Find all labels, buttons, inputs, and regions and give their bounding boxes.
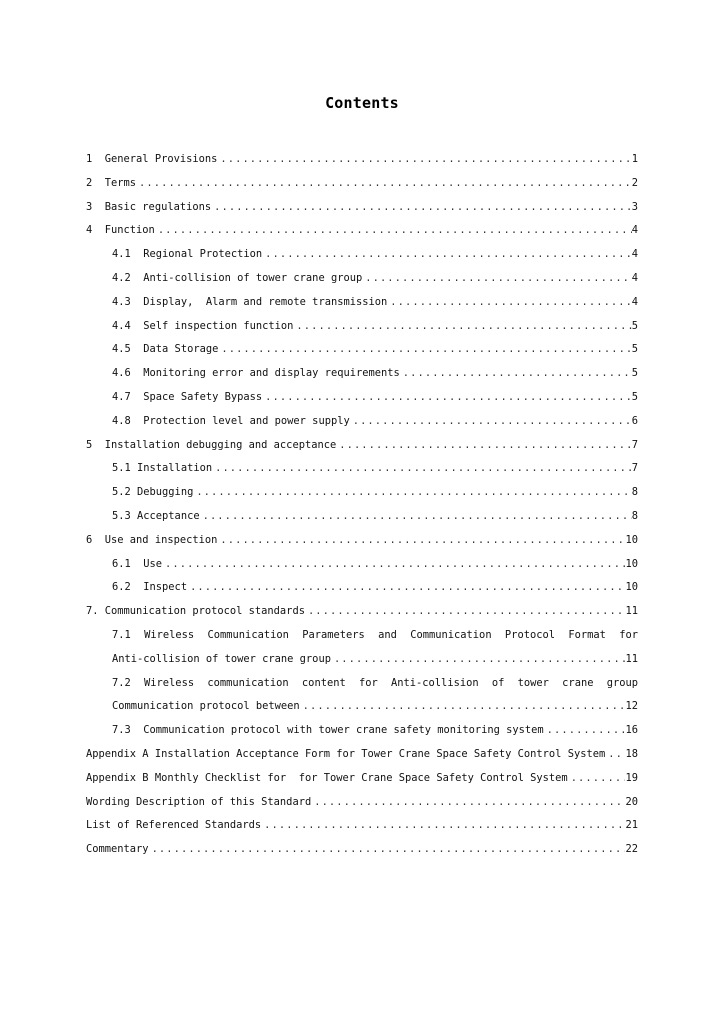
toc-entry[interactable] (86, 338, 638, 362)
toc-page-number: 7 (631, 438, 638, 451)
toc-page-number: 4 (631, 295, 638, 308)
toc-entry[interactable] (86, 695, 638, 719)
toc-entry-label: 5.2 Debugging (112, 486, 194, 499)
page-title: Contents (325, 94, 399, 112)
toc-entry-label: 4.8 Protection level and power supply (112, 414, 350, 427)
toc-entry-label: 5 Installation debugging and acceptance (86, 438, 337, 451)
toc-page-number: 10 (625, 581, 638, 594)
toc-entry-label: 6.2 Inspect (112, 581, 188, 594)
dot-leader (217, 529, 625, 553)
toc-entry[interactable] (86, 457, 638, 481)
toc-entry[interactable] (86, 553, 638, 577)
toc-entry[interactable] (86, 434, 638, 458)
toc-entry-label: 6.1 Use (112, 557, 163, 570)
toc-entry[interactable] (86, 743, 638, 767)
toc-entry[interactable] (86, 243, 638, 267)
toc-entry-label: 5.3 Acceptance (112, 509, 200, 522)
dot-leader (187, 576, 625, 600)
toc-entry-label: 7.1 Wireless Communication Parameters and Communication Protocol Format for (112, 628, 638, 641)
dot-leader (200, 505, 632, 529)
toc-page-number: 11 (625, 652, 638, 665)
dot-leader (350, 410, 632, 434)
toc-entry-label: 1 General Provisions (86, 153, 218, 165)
toc-page-number: 1 (631, 153, 638, 165)
toc-entry-label: Appendix B Monthly Checklist for for Tower Crane Space Safety Control System (86, 771, 568, 784)
dot-leader (155, 219, 632, 243)
toc-entry-label: 4.1 Regional Protection (112, 248, 263, 261)
dot-leader (136, 172, 632, 196)
toc-entry[interactable] (86, 505, 638, 529)
toc-entry[interactable] (86, 481, 638, 505)
toc-page-number: 8 (631, 486, 638, 499)
toc-page-number: 7 (631, 462, 638, 475)
dot-leader (362, 267, 632, 291)
toc-page-number: 18 (625, 747, 638, 760)
toc-entry-label: Commentary (86, 843, 149, 856)
toc-entry[interactable] (86, 267, 638, 291)
toc-entry[interactable] (86, 291, 638, 315)
toc-entry[interactable] (86, 410, 638, 434)
toc-page-number: 22 (625, 843, 638, 856)
toc-entry-label: 5.1 Installation (112, 462, 213, 475)
toc-entry[interactable] (86, 362, 638, 386)
toc-entry-label: Communication protocol between (112, 700, 300, 713)
dot-leader (305, 600, 626, 624)
dot-leader (400, 362, 632, 386)
toc-page-number: 20 (625, 795, 638, 808)
toc-entry[interactable] (86, 791, 638, 815)
toc-entry-label: Wording Description of this Standard (86, 795, 312, 808)
toc-entry[interactable] (86, 814, 638, 838)
dot-leader (544, 719, 626, 743)
toc-entry-label: 4.4 Self inspection function (112, 319, 294, 332)
toc-entry[interactable] (86, 196, 638, 220)
toc-entry[interactable] (86, 838, 638, 862)
dot-leader (568, 767, 626, 791)
dot-leader (336, 434, 632, 458)
toc-entry-label: 3 Basic regulations (86, 200, 212, 213)
toc-entry-label: 4.3 Display, Alarm and remote transmission (112, 295, 388, 308)
toc-entry[interactable] (86, 148, 638, 172)
toc-entry-label: Appendix A Installation Acceptance Form for Tower Crane Space Safety Control System (86, 747, 606, 760)
toc-entry[interactable] (86, 576, 638, 600)
toc-entry-label: 4.6 Monitoring error and display requirements (112, 367, 400, 380)
toc-page-number: 2 (631, 176, 638, 189)
dot-leader (331, 648, 626, 672)
dot-leader (193, 481, 631, 505)
dot-leader (211, 196, 632, 220)
toc-entry[interactable] (86, 529, 638, 553)
toc-page-number: 4 (631, 271, 638, 284)
toc-entry[interactable] (86, 719, 638, 743)
dot-leader (218, 338, 631, 362)
toc-page-number: 5 (631, 367, 638, 380)
toc-page-number: 8 (631, 509, 638, 522)
toc-entry[interactable] (86, 648, 638, 672)
toc-page-number: 10 (625, 533, 638, 546)
toc-entry[interactable] (86, 386, 638, 410)
dot-leader (262, 386, 632, 410)
dot-leader (300, 695, 626, 719)
dot-leader (212, 457, 632, 481)
toc-entry-label: 7.3 Communication protocol with tower crane safety monitoring system (112, 724, 544, 737)
toc-entry[interactable] (86, 600, 638, 624)
toc-page-number: 5 (631, 390, 638, 403)
toc-entry-label: 6 Use and inspection (86, 533, 218, 546)
toc-entry[interactable] (86, 219, 638, 243)
toc-page-number: 4 (631, 224, 638, 237)
toc-page-number: 3 (631, 200, 638, 213)
toc-entry-label: 4 Function (86, 224, 155, 237)
toc-entry-line[interactable] (86, 624, 638, 648)
toc-entry[interactable] (86, 172, 638, 196)
toc-entry-label: 7.2 Wireless communication content for Anti-collision of tower crane group (112, 676, 638, 689)
toc-page-number: 6 (631, 414, 638, 427)
toc-entry-label: Anti-collision of tower crane group (112, 652, 331, 665)
dot-leader (387, 291, 631, 315)
toc-entry-line[interactable] (86, 672, 638, 696)
toc-entry-label: 4.2 Anti-collision of tower crane group (112, 271, 363, 284)
dot-leader (293, 315, 631, 339)
toc-entry-label: 4.5 Data Storage (112, 343, 219, 356)
toc-page-number: 21 (625, 819, 638, 832)
dot-leader (261, 814, 625, 838)
dot-leader (311, 791, 625, 815)
dot-leader (605, 743, 625, 767)
toc-entry[interactable] (86, 315, 638, 339)
toc-page-number: 4 (631, 248, 638, 261)
toc-page-number: 11 (625, 605, 638, 618)
toc-entry-label: 2 Terms (86, 176, 137, 189)
table-of-contents (86, 148, 638, 862)
toc-page-number: 5 (631, 319, 638, 332)
toc-entry-label: List of Referenced Standards (86, 819, 262, 832)
toc-entry-label: 4.7 Space Safety Bypass (112, 390, 263, 403)
dot-leader (217, 148, 631, 172)
toc-page-number: 10 (625, 557, 638, 570)
toc-entry-label: 7. Communication protocol standards (86, 605, 305, 618)
dot-leader (149, 838, 626, 862)
toc-page-number: 16 (625, 724, 638, 737)
toc-page-number: 19 (625, 771, 638, 784)
toc-page-number: 5 (631, 343, 638, 356)
dot-leader (162, 553, 625, 577)
toc-page-number: 12 (625, 700, 638, 713)
toc-entry[interactable] (86, 767, 638, 791)
dot-leader (262, 243, 632, 267)
